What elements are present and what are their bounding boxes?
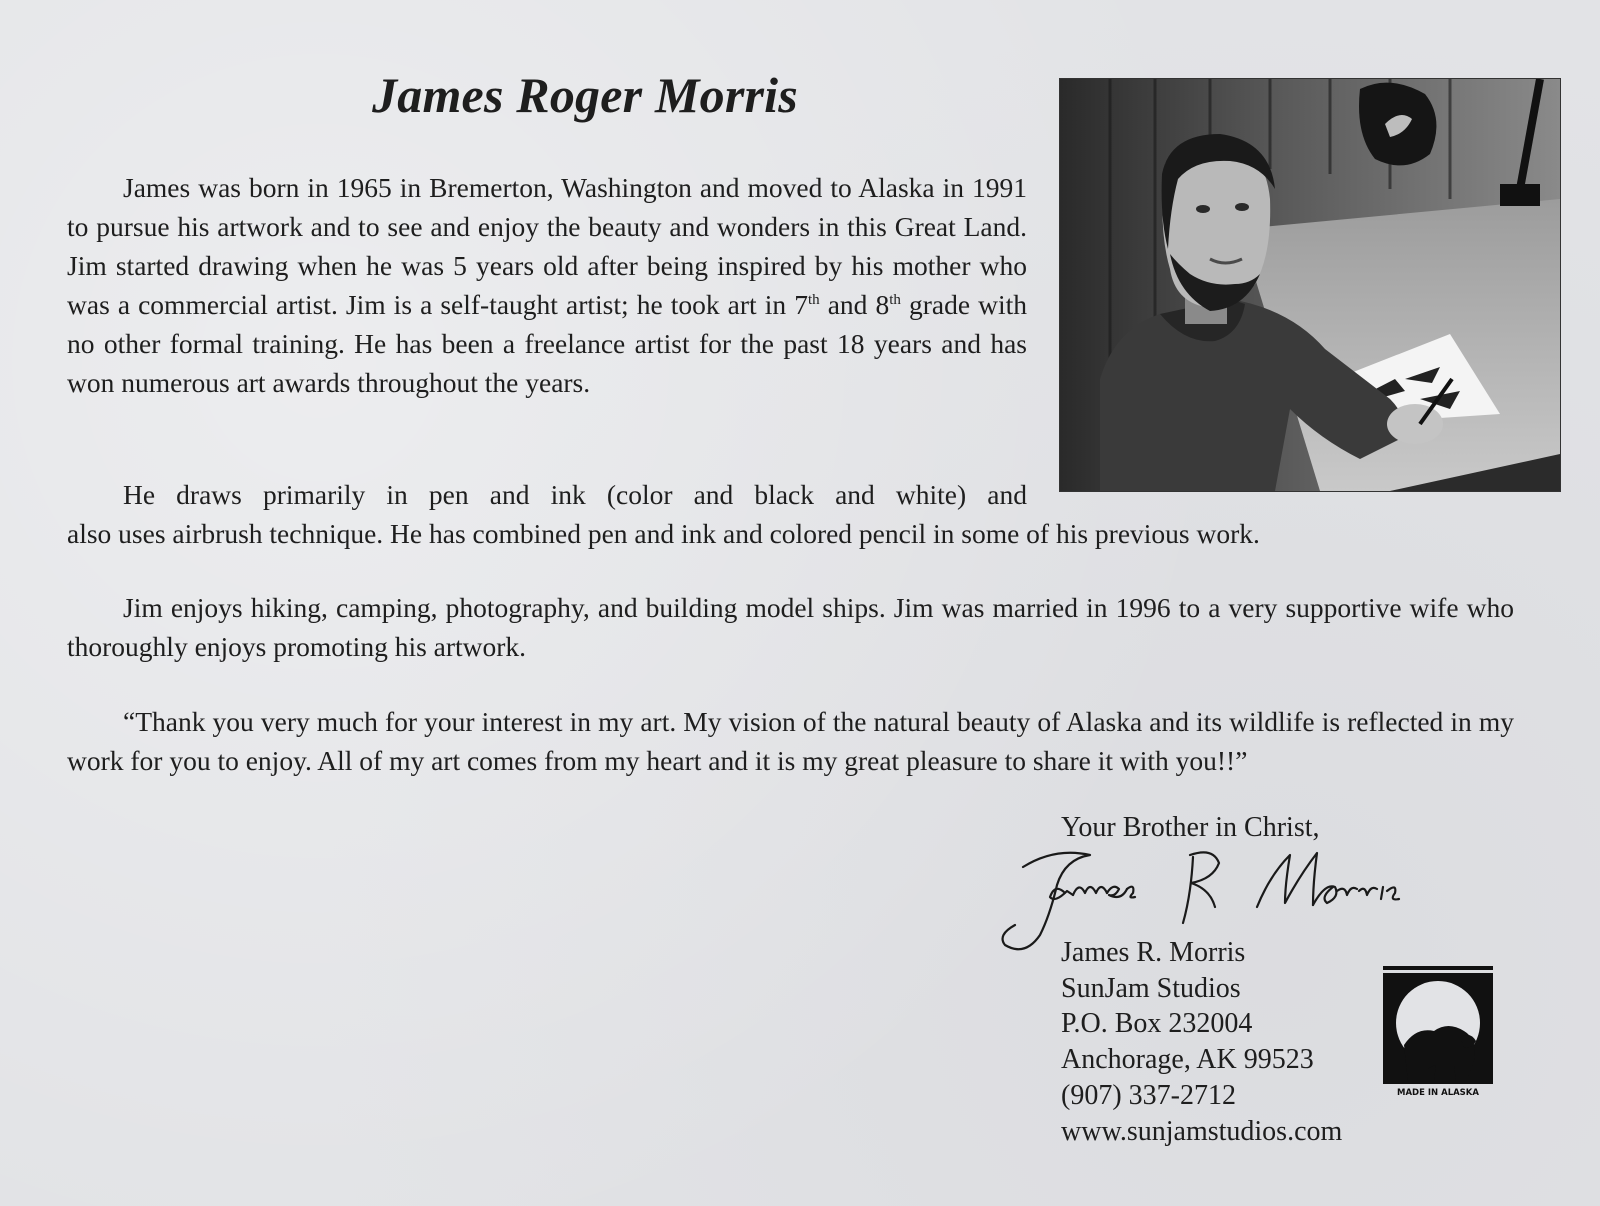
contact-block xyxy=(1061,935,1342,1149)
bio-text: James was born in 1965 in Bremerton, Washington and moved to Alaska in 1991 to pursue his artwork and to see and enjoy the beauty and wonders in this Great Land. Jim started drawing when he was 5 years old after being inspired by his mother who was a commercial artist. Jim is a self-taught artist; he took art in 7 xyxy=(67,172,1027,320)
ordinal-suffix: th xyxy=(807,291,820,308)
contact-po-box: P.O. Box 232004 xyxy=(1061,1008,1253,1040)
contact-phone: (907) 337-2712 xyxy=(1061,1079,1236,1111)
logo-text: MADE IN ALASKA xyxy=(1397,1088,1479,1098)
bio-text: and 8 xyxy=(819,289,890,320)
bio-paragraph-2 xyxy=(67,475,1514,553)
bio-paragraph-1 xyxy=(67,168,1027,402)
contact-website[interactable]: www.sunjamstudios.com xyxy=(1061,1115,1343,1147)
contact-studio: SunJam Studios xyxy=(1061,972,1241,1004)
contact-city: Anchorage, AK 99523 xyxy=(1061,1044,1314,1076)
bio-text: grade with no other formal training. He has been a freelance artist for the past 18 years and has won numerous art awards throughout the years. xyxy=(67,289,1027,398)
bio-text-line: He draws primarily in pen and ink (color and black and white) and xyxy=(123,479,1027,510)
page-title: James Roger Morris xyxy=(372,67,798,123)
artist-quote: “Thank you very much for your interest in my art. My vision of the natural beauty of Alaska and its wildlife is reflected in my work for you to enjoy. All of my art comes from my heart and it is my great pleasure to share it with you!!” xyxy=(67,706,1514,776)
signature-text: James R Morris xyxy=(995,953,1002,954)
artist-photo-image xyxy=(1060,79,1560,491)
artist-photo xyxy=(1060,79,1560,491)
closing-line: Your Brother in Christ, xyxy=(1061,812,1320,843)
contact-name: James R. Morris xyxy=(1061,937,1246,968)
bio-paragraph-3: Jim enjoys hiking, camping, photography, and building model ships. Jim was married in 1996 to a very supportive wife who thoroughly enjoys promoting his artwork. xyxy=(67,592,1514,662)
ordinal-suffix: th xyxy=(889,291,901,308)
made-in-alaska-logo xyxy=(1382,965,1494,1099)
bio-text: also uses airbrush technique. He has combined pen and ink and colored pencil in some of his previous work. xyxy=(67,518,1260,549)
